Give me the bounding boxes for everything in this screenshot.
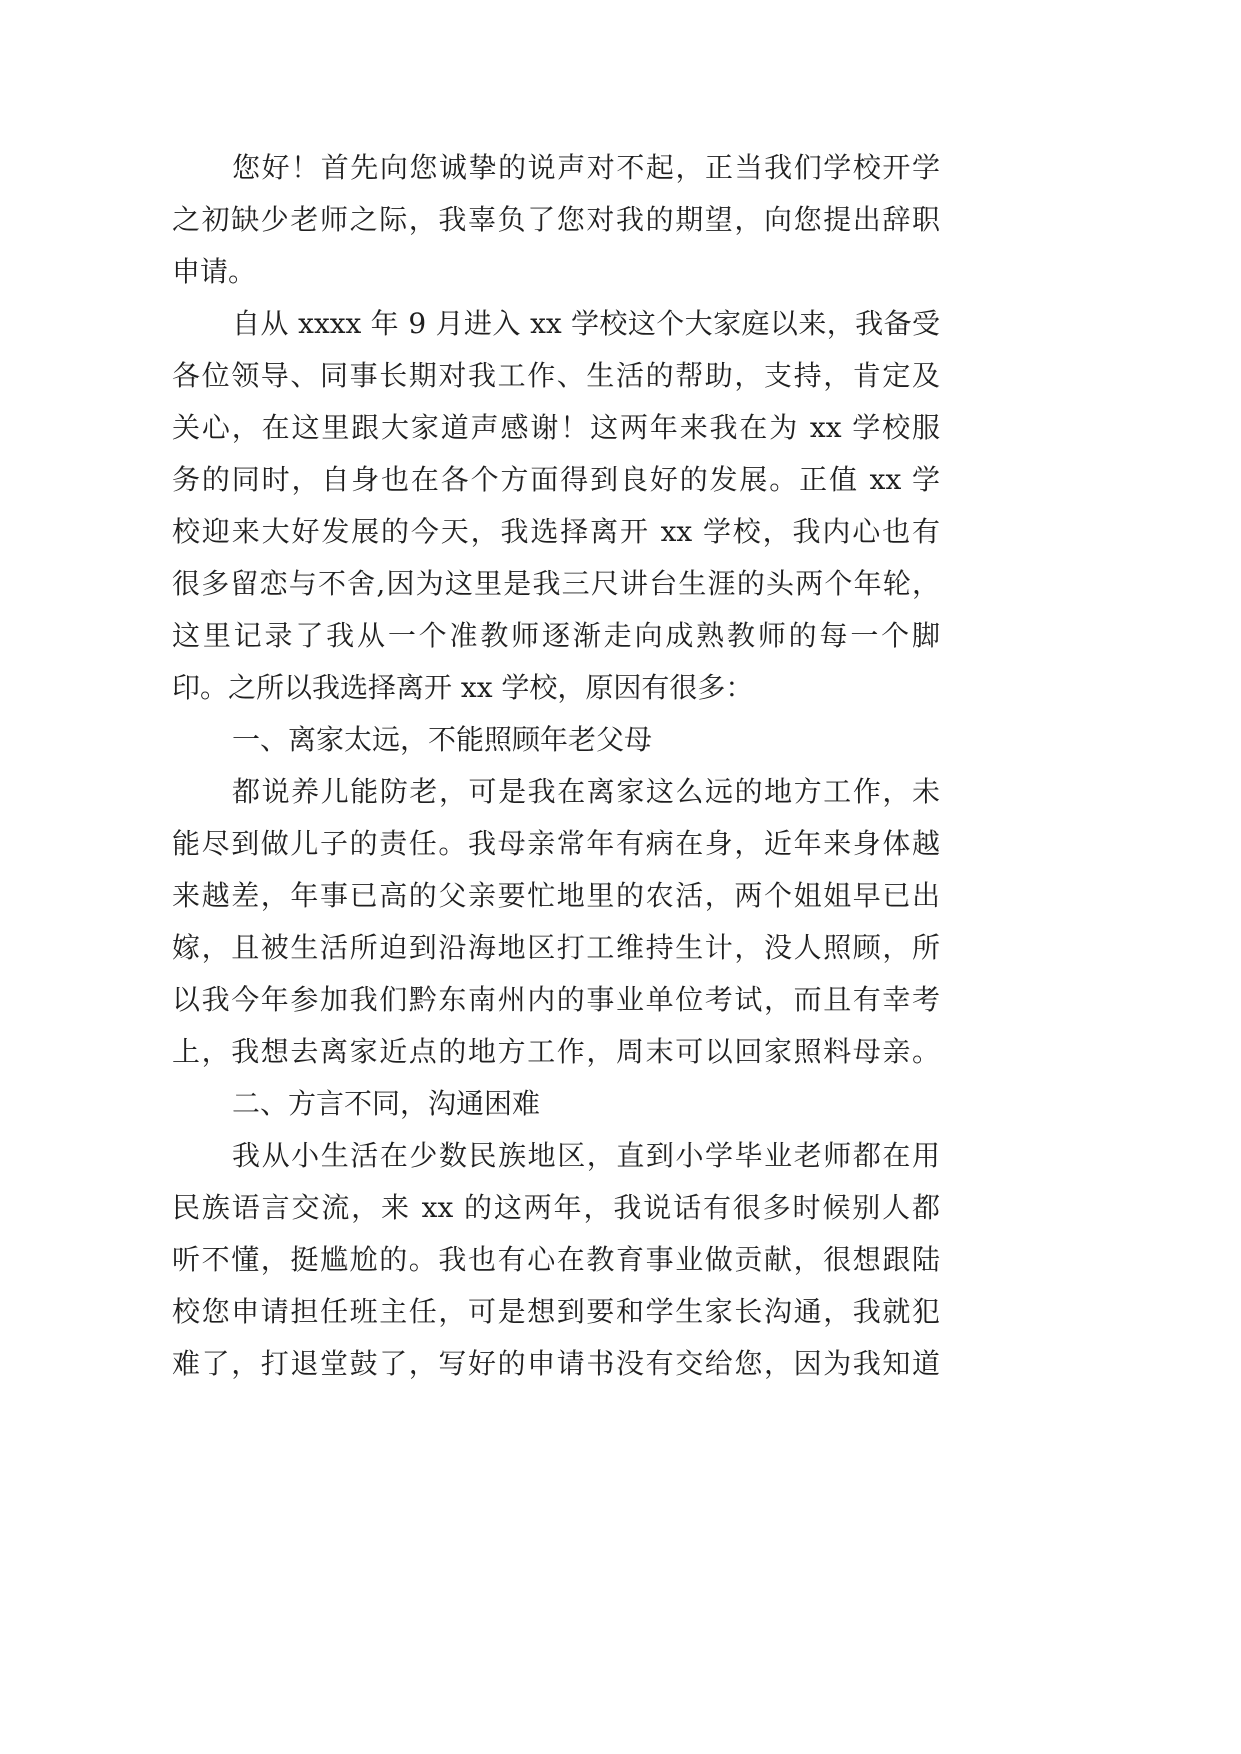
text-line: 以我今年参加我们黔东南州内的事业单位考试，而且有幸考	[172, 983, 940, 1016]
section-heading-reason-2: 二、方言不同，沟通困难	[232, 1087, 541, 1120]
text-line: 印。之所以我选择离开 xx 学校，原因有很多：	[172, 671, 754, 704]
paragraph-reason-1	[172, 766, 940, 1078]
text-line: 难了，打退堂鼓了，写好的申请书没有交给您，因为我知道	[172, 1347, 940, 1380]
text-line: 民族语言交流，来 xx 的这两年，我说话有很多时候别人都	[172, 1191, 940, 1224]
text-line: 听不懂，挺尴尬的。我也有心在教育事业做贡献，很想跟陆	[172, 1243, 940, 1276]
section-heading-reason-1: 一、离家太远，不能照顾年老父母	[232, 723, 653, 756]
text-line: 上，我想去离家近点的地方工作，周末可以回家照料母亲。	[172, 1035, 940, 1068]
letter-body	[172, 142, 940, 1390]
text-line: 能尽到做儿子的责任。我母亲常年有病在身，近年来身体越	[172, 827, 940, 860]
text-line: 很多留恋与不舍,因为这里是我三尺讲台生涯的头两个年轮，	[172, 567, 940, 600]
text-line: 自从 xxxx 年 9 月进入 xx 学校这个大家庭以来，我备受	[232, 307, 940, 340]
text-line: 之初缺少老师之际，我辜负了您对我的期望，向您提出辞职	[172, 203, 940, 236]
text-line: 校迎来大好发展的今天，我选择离开 xx 学校，我内心也有	[172, 515, 940, 548]
text-line: 这里记录了我从一个准教师逐渐走向成熟教师的每一个脚	[172, 619, 940, 652]
text-line: 来越差，年事已高的父亲要忙地里的农活，两个姐姐早已出	[172, 879, 940, 912]
paragraph-intro	[172, 142, 940, 298]
paragraph-reason-2	[172, 1130, 940, 1390]
paragraph-background	[172, 298, 940, 714]
text-line: 校您申请担任班主任，可是想到要和学生家长沟通，我就犯	[172, 1295, 940, 1328]
text-line: 嫁，且被生活所迫到沿海地区打工维持生计，没人照顾，所	[172, 931, 940, 964]
text-line: 您好！首先向您诚挚的说声对不起，正当我们学校开学	[232, 151, 940, 184]
text-line: 都说养儿能防老，可是我在离家这么远的地方工作，未	[232, 775, 940, 808]
text-line: 各位领导、同事长期对我工作、生活的帮助，支持，肯定及	[172, 359, 940, 392]
text-line: 务的同时，自身也在各个方面得到良好的发展。正值 xx 学	[172, 463, 940, 496]
text-line: 我从小生活在少数民族地区，直到小学毕业老师都在用	[232, 1139, 940, 1172]
text-line: 关心，在这里跟大家道声感谢！这两年来我在为 xx 学校服	[172, 411, 940, 444]
text-line: 申请。	[172, 255, 257, 288]
